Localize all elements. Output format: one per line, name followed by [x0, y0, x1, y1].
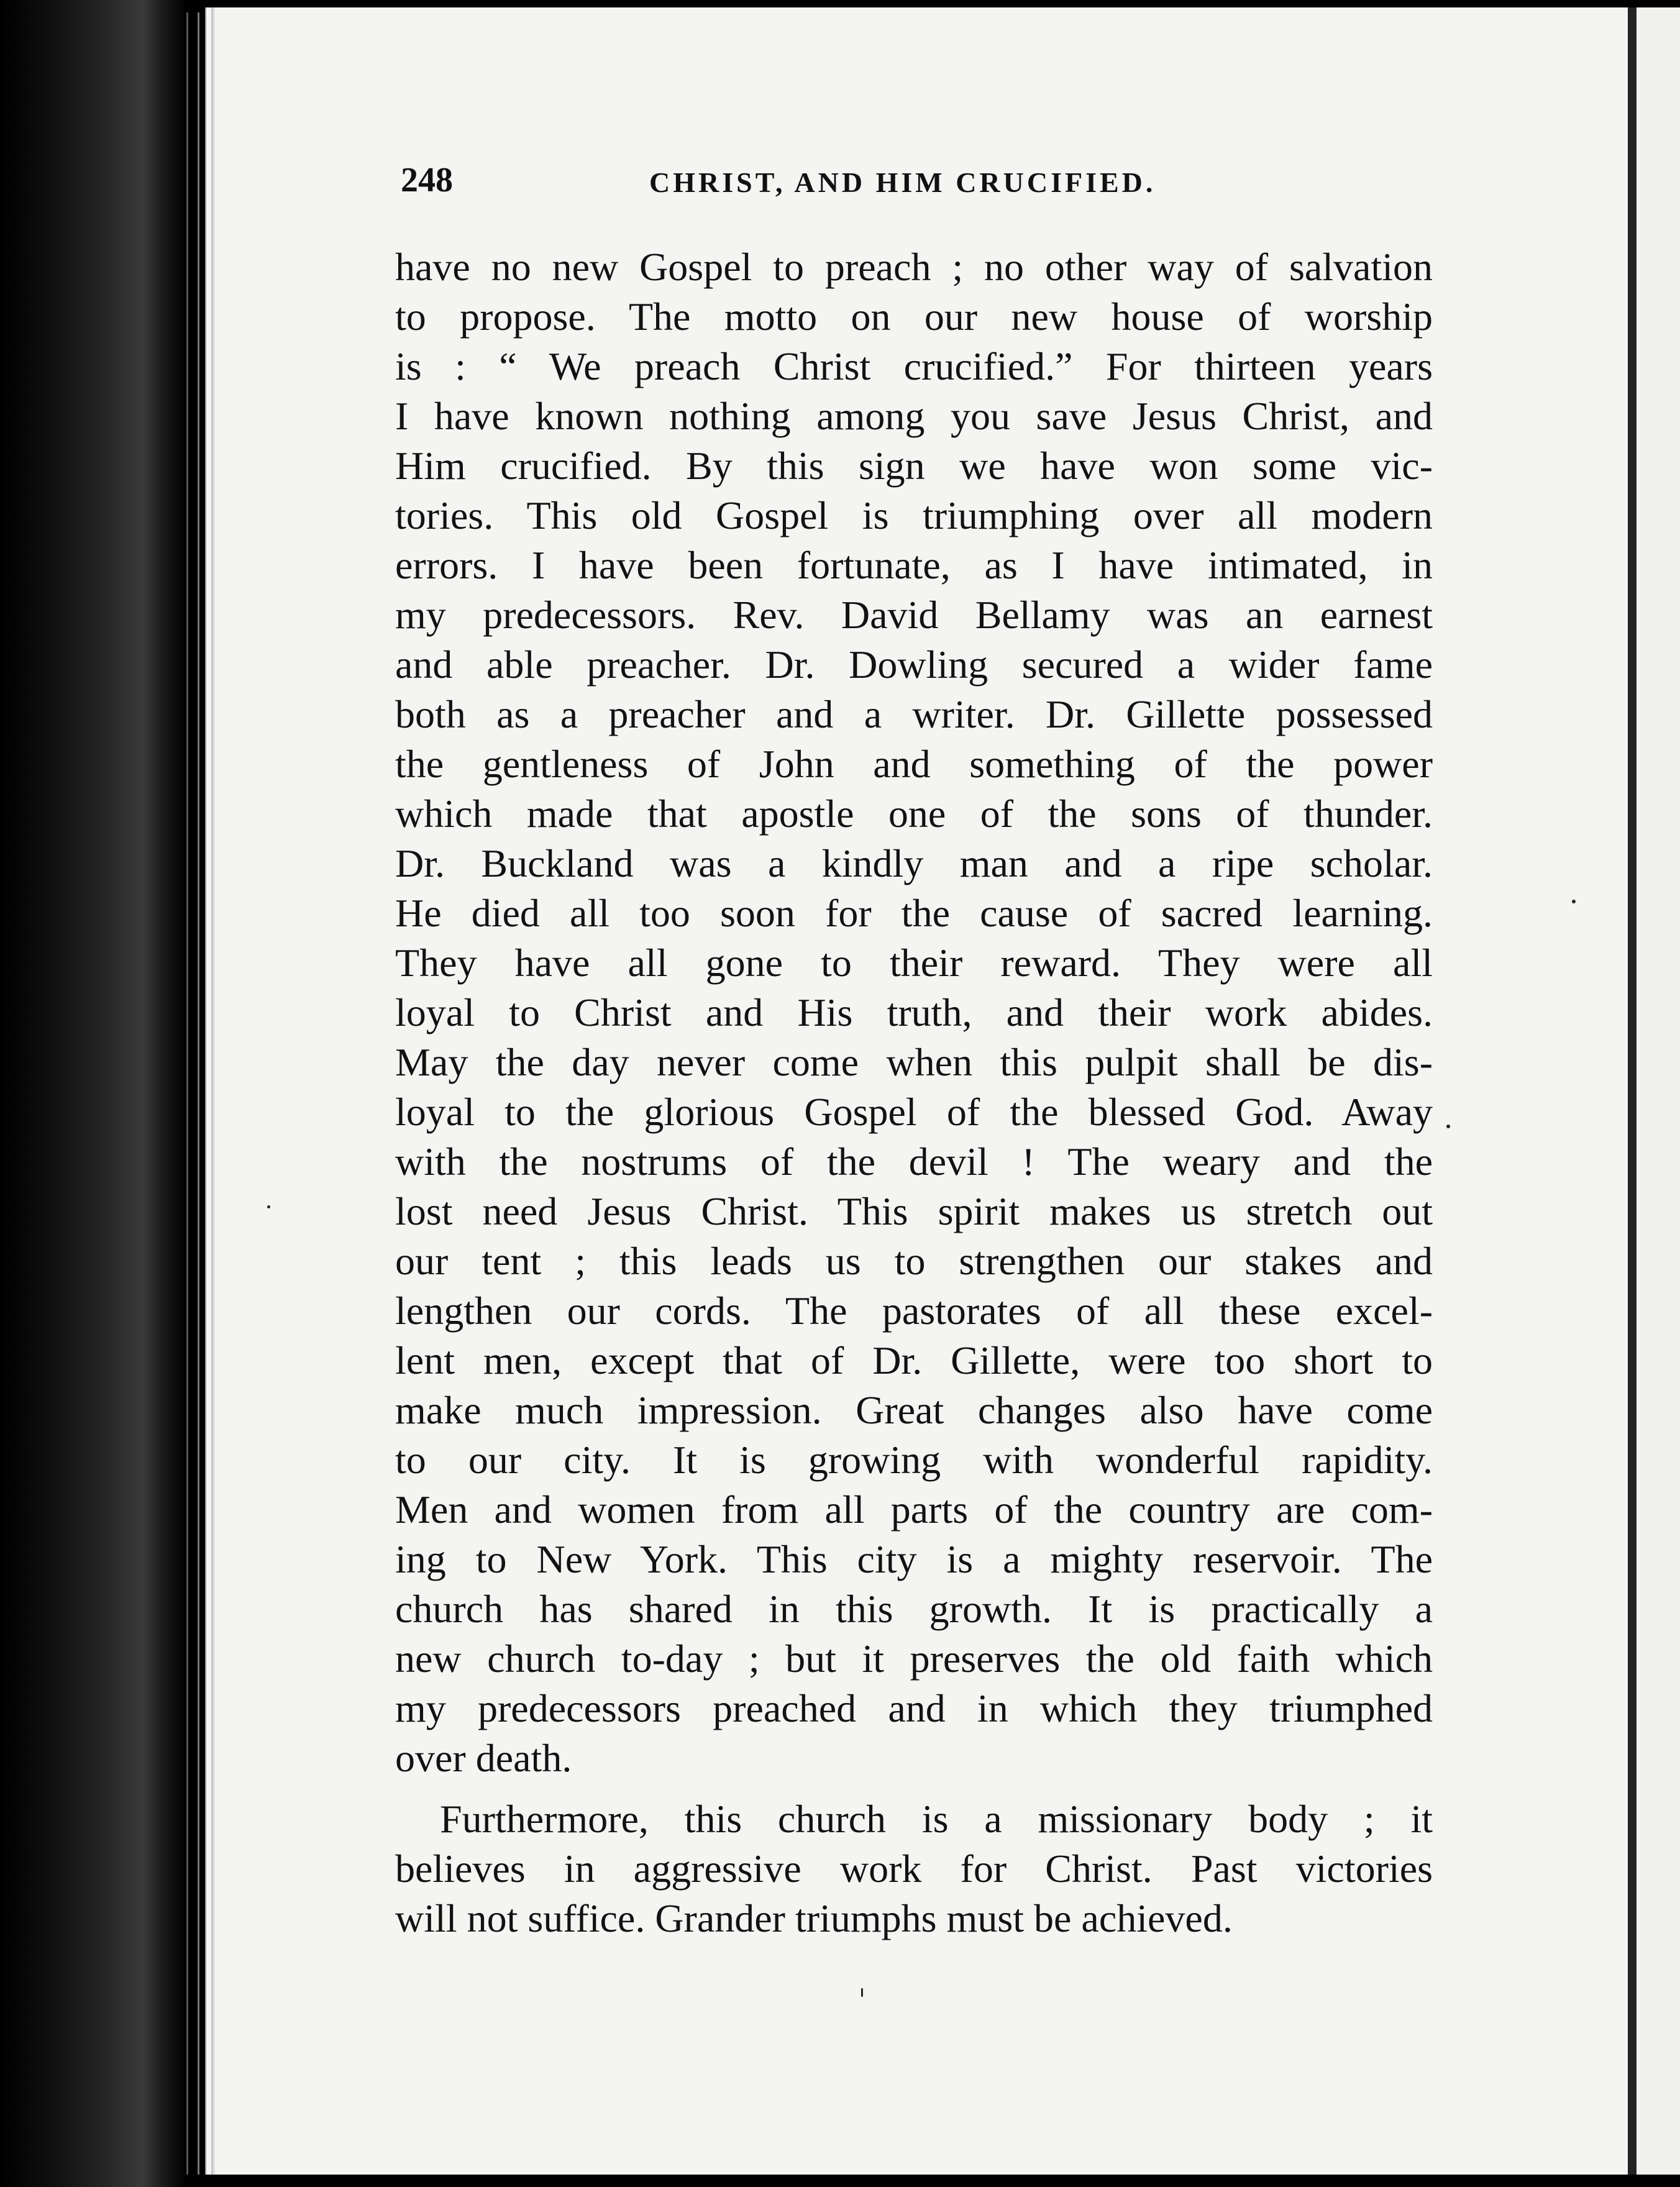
text-line: He died all too soon for the cause of sacred learning. — [395, 891, 1433, 935]
paragraph — [395, 242, 1433, 1783]
scan-speck — [861, 1988, 863, 1997]
text-line: my predecessors preached and in which they triumphed — [395, 1686, 1433, 1730]
paragraph — [395, 1794, 1433, 1943]
adjacent-page-strip — [1637, 7, 1680, 2175]
text-line: with the nostrums of the devil ! The weary and the — [395, 1139, 1433, 1184]
text-line: Him crucified. By this sign we have won some vic- — [395, 444, 1433, 488]
text-line: both as a preacher and a writer. Dr. Gillette possessed — [395, 692, 1433, 736]
text-line: Furthermore, this church is a missionary body ; it — [440, 1797, 1433, 1841]
text-line: my predecessors. Rev. David Bellamy was an earnest — [395, 593, 1433, 637]
page-number: 248 — [401, 161, 453, 199]
page-header — [401, 155, 1445, 205]
scan-speck — [1446, 1125, 1450, 1128]
scan-speck — [267, 1205, 270, 1208]
text-line: May the day never come when this pulpit shall be dis- — [395, 1040, 1433, 1084]
text-line: to our city. It is growing with wonderful rapidity. — [395, 1438, 1433, 1482]
text-line: which made that apostle one of the sons of thunder. — [395, 792, 1433, 836]
text-line: loyal to Christ and His truth, and their work abides. — [395, 990, 1433, 1034]
text-line: will not suffice. Grander triumphs must be achieved. — [395, 1896, 1233, 1940]
text-line: over death. — [395, 1736, 572, 1780]
text-line: our tent ; this leads us to strengthen our stakes and — [395, 1239, 1433, 1283]
page-gutter-shadow — [211, 7, 215, 2175]
page-right-edge — [1628, 7, 1637, 2175]
text-line: tories. This old Gospel is triumphing over all modern — [395, 493, 1433, 537]
text-line: They have all gone to their reward. They were all — [395, 941, 1433, 985]
text-line: to propose. The motto on our new house of worship — [395, 294, 1433, 339]
text-line: believes in aggressive work for Christ. Past victories — [395, 1847, 1433, 1891]
book-spine — [0, 0, 205, 2187]
text-line: and able preacher. Dr. Dowling secured a wider fame — [395, 642, 1433, 687]
text-line: lengthen our cords. The pastorates of all these excel- — [395, 1289, 1433, 1333]
text-line: I have known nothing among you save Jesus Christ, and — [395, 394, 1433, 438]
text-line: Dr. Buckland was a kindly man and a ripe scholar. — [395, 841, 1433, 885]
body-text — [395, 242, 1433, 1943]
text-line: the gentleness of John and something of the power — [395, 742, 1433, 786]
text-line: lent men, except that of Dr. Gillette, were too short to — [395, 1338, 1433, 1382]
text-line: ing to New York. This city is a mighty reservoir. The — [395, 1537, 1433, 1581]
text-line: errors. I have been fortunate, as I have intimated, in — [395, 543, 1433, 587]
text-line: church has shared in this growth. It is practically a — [395, 1587, 1433, 1631]
text-line: lost need Jesus Christ. This spirit makes us stretch out — [395, 1189, 1433, 1233]
text-line: have no new Gospel to preach ; no other way of salvation — [395, 245, 1433, 289]
spine-edge-line — [186, 12, 188, 2175]
text-line: is : “ We preach Christ crucified.” For thirteen years — [395, 344, 1433, 388]
running-head: CHRIST, AND HIM CRUCIFIED. — [649, 167, 1156, 198]
text-line: new church to-day ; but it preserves the old faith which — [395, 1637, 1433, 1681]
text-line: make much impression. Great changes also have come — [395, 1388, 1433, 1432]
spine-edge-line — [198, 12, 199, 2175]
text-line: Men and women from all parts of the country are com- — [395, 1487, 1433, 1532]
paragraph-gap — [395, 1783, 1433, 1794]
text-line: loyal to the glorious Gospel of the blessed God. Away — [395, 1090, 1433, 1134]
scan-speck — [1572, 900, 1576, 903]
